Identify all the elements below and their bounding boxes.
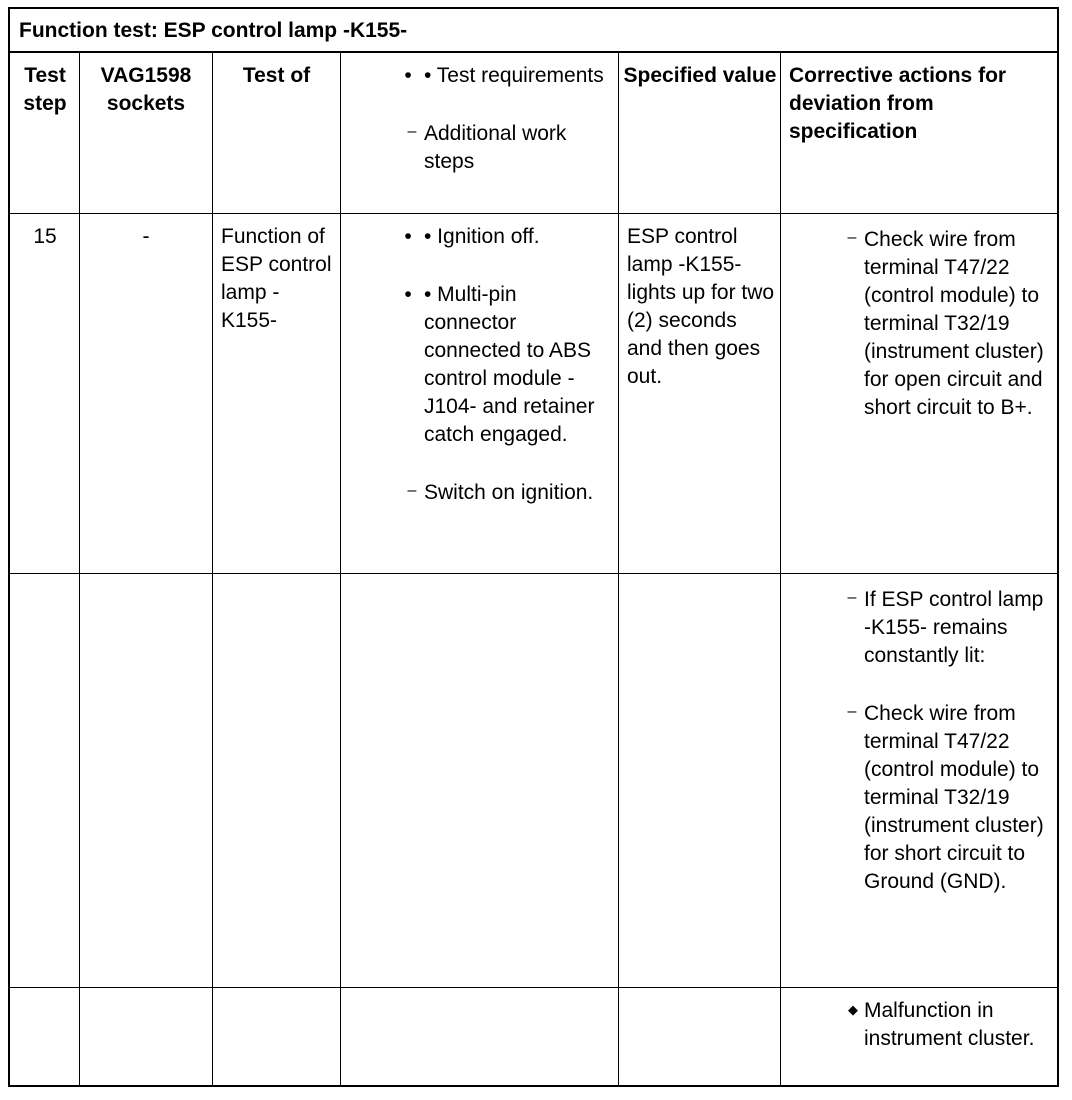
row-sockets: -: [142, 225, 150, 248]
row-test-of: Function of ESP control lamp -K155-: [221, 225, 332, 332]
header-sockets: VAG1598 sockets: [100, 64, 192, 115]
column-divider: [79, 53, 80, 1085]
corrective-item: – Check wire from terminal T47/22 (control module) to terminal T32/19 (instrument cluster) for short circuit to Ground (GND).: [864, 700, 1056, 896]
bullet-icon: •: [404, 225, 412, 248]
diamond-icon: ◆: [848, 1002, 858, 1017]
table-title: Function test: ESP control lamp -K155-: [10, 9, 1057, 53]
bullet-icon: •: [404, 283, 412, 306]
dash-icon: –: [407, 123, 417, 140]
row-specified-value: ESP control lamp -K155- lights up for two (2) seconds and then goes out.: [627, 225, 775, 388]
row-corrective-action: [847, 226, 1056, 422]
header-corrective-actions: Corrective actions for deviation from specification: [789, 64, 1007, 143]
function-test-table: [8, 7, 1059, 1087]
header-work-step-item: – Additional work steps: [424, 120, 614, 176]
bullet-icon: •: [404, 64, 412, 87]
dash-icon: –: [847, 703, 857, 720]
column-divider: [618, 53, 619, 1085]
dash-icon: –: [407, 482, 417, 499]
row-requirements: [404, 223, 614, 507]
header-test-of: Test of: [242, 64, 311, 87]
corrective-item: – If ESP control lamp -K155- remains constantly lit:: [864, 586, 1056, 670]
requirement-item: • • Multi-pin connector connected to ABS control module -J104- and retainer catch engaged.: [424, 281, 614, 449]
dash-icon: –: [847, 229, 857, 246]
corrective-item: ◆ Malfunction in instrument cluster.: [864, 997, 1056, 1053]
row-c-corrective-action: [848, 997, 1056, 1053]
row-divider: [10, 213, 1057, 214]
header-specified-value: Specified value: [623, 64, 777, 87]
requirement-item: • • Ignition off.: [424, 223, 614, 251]
row-divider: [10, 987, 1057, 988]
column-divider: [212, 53, 213, 1085]
column-divider: [340, 53, 341, 1085]
row-b-corrective-actions: [847, 586, 1056, 896]
header-requirement-item: • • Test requirements: [424, 62, 614, 90]
corrective-item: – Check wire from terminal T47/22 (control module) to terminal T32/19 (instrument cluster) for open circuit and short circuit to B+.: [864, 226, 1056, 422]
row-divider: [10, 573, 1057, 574]
column-divider: [780, 53, 781, 1085]
header-requirements: [404, 62, 614, 176]
row-test-step: 15: [33, 225, 57, 248]
work-step-item: – Switch on ignition.: [424, 479, 614, 507]
dash-icon: –: [847, 589, 857, 606]
header-test-step: Test step: [23, 64, 67, 115]
